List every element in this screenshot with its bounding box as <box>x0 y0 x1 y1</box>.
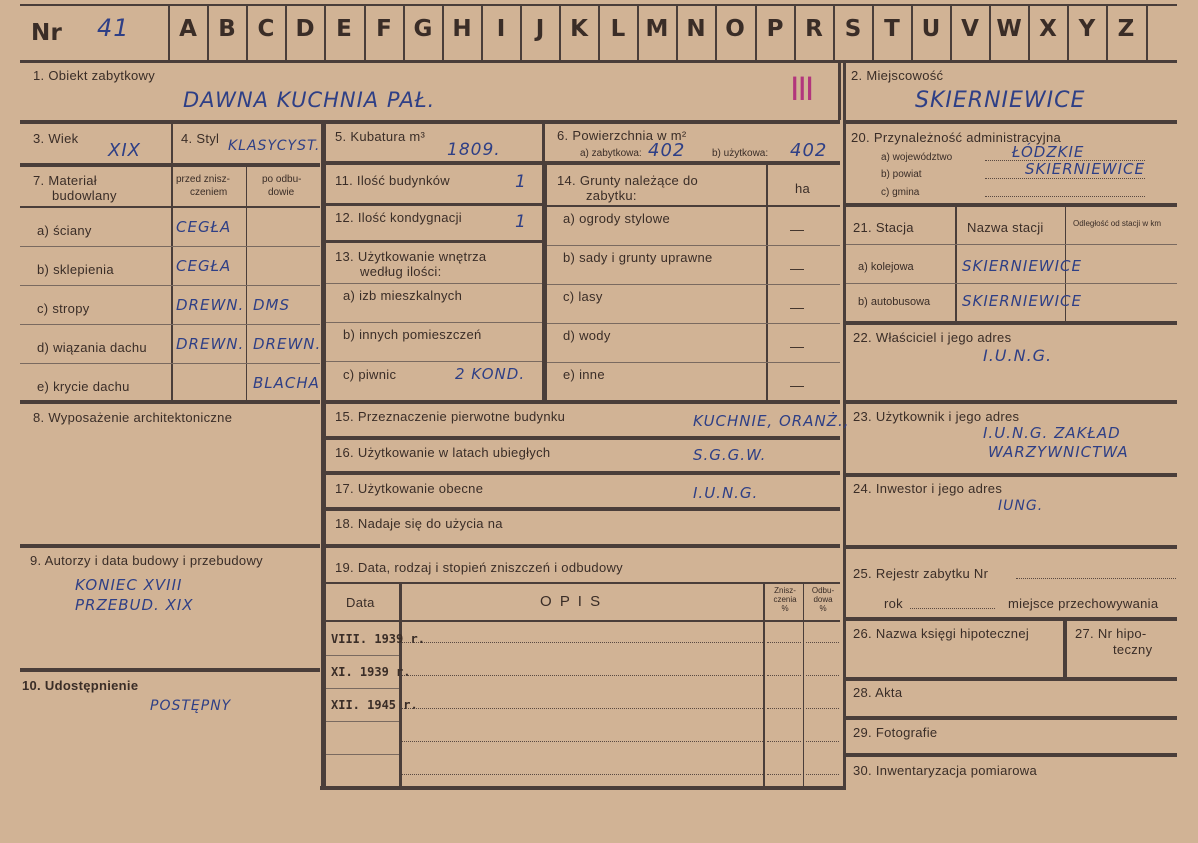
nr-value: 41 <box>97 14 130 42</box>
f5-label: 5. Kubatura m³ <box>335 129 426 144</box>
h-divider <box>20 400 320 404</box>
index-letter: Y <box>1078 16 1096 42</box>
f22-value: I.U.N.G. <box>983 346 1053 365</box>
f7-row-after: BLACHA <box>253 374 320 392</box>
h-divider <box>20 246 320 247</box>
f7-row-after: DMS <box>253 296 291 314</box>
h-divider <box>846 120 1177 124</box>
f19-col-date: Data <box>346 595 375 610</box>
stamp-mark: III <box>790 70 813 108</box>
index-letter: R <box>805 16 823 42</box>
f13-b: b) innych pomieszczeń <box>343 327 482 342</box>
f25-rok: rok <box>884 596 903 611</box>
h-divider <box>326 471 840 475</box>
f11-label: 11. Ilość budynków <box>335 173 450 188</box>
h-divider <box>20 163 320 167</box>
index-letter: P <box>766 16 784 42</box>
f9-value-2: PRZEBUD. XIX <box>75 596 194 614</box>
h-divider <box>326 203 542 206</box>
dotted-line <box>806 675 839 676</box>
f3-label: 3. Wiek <box>33 131 79 146</box>
f20-woj-label: a) województwo <box>881 152 953 163</box>
f7-row-before: CEGŁA <box>176 218 232 236</box>
index-letter: B <box>218 16 236 42</box>
f13-label: 13. Użytkowanie wnętrza <box>335 249 487 264</box>
h-divider <box>846 617 1177 621</box>
h-divider <box>846 545 1177 549</box>
f10-value: POSTĘPNY <box>150 698 232 714</box>
f17-value: I.U.N.G. <box>693 484 759 502</box>
h-divider <box>20 668 320 672</box>
h-divider <box>320 786 844 790</box>
dotted-line <box>402 675 763 676</box>
h-divider <box>326 283 542 284</box>
f6-label: 6. Powierzchnia w m² <box>557 128 687 143</box>
f14-row-label: c) lasy <box>563 289 603 304</box>
header-bottom-line <box>20 60 1177 63</box>
f21-label: 21. Stacja <box>853 220 914 235</box>
f7-col1: przed znisz- <box>176 174 230 185</box>
f25-label: 25. Rejestr zabytku Nr <box>853 566 989 581</box>
f14-row-label: b) sady i grunty uprawne <box>563 250 713 265</box>
f23-value: I.U.N.G. ZAKŁAD <box>983 424 1121 442</box>
f13-a: a) izb mieszkalnych <box>343 288 463 303</box>
f7-row-label: e) krycie dachu <box>37 379 130 394</box>
f14-row-value: — <box>790 221 804 237</box>
f13-c: c) piwnic <box>343 367 397 382</box>
dotted-line <box>767 708 801 709</box>
f19-label: 19. Data, rodzaj i stopień zniszczeń i odbudowy <box>335 560 623 575</box>
f7-col1-2: czeniem <box>190 187 228 198</box>
f10-label: 10. Udostępnienie <box>22 678 139 693</box>
f25-miejsce: miejsce przechowywania <box>1008 596 1159 611</box>
f14-row-label: d) wody <box>563 328 611 343</box>
f14-label: 14. Grunty należące do <box>557 173 699 188</box>
f16-value: S.G.G.W. <box>693 446 767 464</box>
index-letter: D <box>295 16 315 42</box>
index-letter: A <box>179 16 197 42</box>
f7-row-before: DREWN. <box>176 296 245 314</box>
f7-col2-2: dowie <box>268 187 295 198</box>
f6-uz-label: b) użytkowa: <box>712 148 769 159</box>
index-letter: E <box>336 16 352 42</box>
f2-label: 2. Miejscowość <box>851 68 944 83</box>
h-divider <box>547 205 840 207</box>
index-letter: J <box>535 16 545 42</box>
f19-col-zniszczenia: Znisz- czenia % <box>773 586 797 613</box>
f3-value: XIX <box>108 140 141 161</box>
f8-label: 8. Wyposażenie architektoniczne <box>33 410 233 425</box>
v-divider <box>1063 621 1067 678</box>
f1-value: DAWNA KUCHNIA PAŁ. <box>183 88 436 112</box>
dotted-line <box>767 675 801 676</box>
f7-row-before: CEGŁA <box>176 257 232 275</box>
f20-gm-label: c) gmina <box>881 187 920 198</box>
index-letter: X <box>1039 16 1057 42</box>
f16-label: 16. Użytkowanie w latach ubiegłych <box>335 445 551 460</box>
f18-label: 18. Nadaje się do użycia na <box>335 516 503 531</box>
f4-value: KLASYCYST. <box>228 138 321 154</box>
dotted-line <box>806 708 839 709</box>
f13-label-2: według ilości: <box>360 264 442 279</box>
h-divider <box>846 203 1177 207</box>
f7-label-2: budowlany <box>52 188 117 203</box>
f17-label: 17. Użytkowanie obecne <box>335 481 484 496</box>
index-letter: S <box>844 16 862 42</box>
dotted-line <box>806 642 839 643</box>
h-divider <box>326 436 840 440</box>
f19-date: VIII. 1939 r. <box>331 632 425 646</box>
h-divider <box>20 324 320 325</box>
f5-value: 1809. <box>447 140 501 160</box>
index-letter: Z <box>1117 16 1135 42</box>
f14-row-value: — <box>790 260 804 276</box>
h-divider <box>846 400 1177 404</box>
h-divider <box>326 721 399 722</box>
f7-row-label: b) sklepienia <box>37 262 114 277</box>
f15-label: 15. Przeznaczenie pierwotne budynku <box>335 409 566 424</box>
f2-value: SKIERNIEWICE <box>915 88 1086 113</box>
h-divider <box>846 753 1177 757</box>
f4-label: 4. Styl <box>181 131 220 146</box>
h-divider <box>326 754 399 755</box>
index-letter: W <box>996 16 1022 42</box>
f30-label: 30. Inwentaryzacja pomiarowa <box>853 763 1037 778</box>
f21-dist-col: Odległość od stacji w km <box>1073 219 1162 228</box>
h-divider <box>326 400 840 404</box>
f23-value-2: WARZYWNICTWA <box>988 443 1129 461</box>
dotted-line <box>402 708 763 709</box>
index-letter: F <box>376 16 392 42</box>
h-divider <box>20 206 320 208</box>
h-divider <box>846 244 1177 245</box>
f14-row-value: — <box>790 338 804 354</box>
f22-label: 22. Właściciel i jego adres <box>853 330 1012 345</box>
f9-value: KONIEC XVIII <box>75 576 183 594</box>
dotted-line <box>910 608 995 609</box>
f14-row-label: e) inne <box>563 367 605 382</box>
nr-label: Nr <box>31 20 63 46</box>
f7-row-label: d) wiązania dachu <box>37 340 147 355</box>
f29-label: 29. Fotografie <box>853 725 938 740</box>
h-divider <box>547 284 840 285</box>
dotted-line <box>402 774 763 775</box>
f19-date: XII. 1945 r. <box>331 698 418 712</box>
h-divider <box>20 285 320 286</box>
dotted-line <box>402 642 763 643</box>
f20-pow-value: SKIERNIEWICE <box>1025 160 1146 178</box>
h-divider <box>20 363 320 364</box>
h-divider <box>846 677 1177 681</box>
f12-value: 1 <box>515 212 527 232</box>
v-divider <box>171 124 173 164</box>
v-divider <box>321 124 326 790</box>
index-letter: G <box>413 16 433 42</box>
f7-row-after: DREWN. <box>253 335 322 353</box>
dotted-line <box>1016 578 1176 579</box>
f7-row-label: a) ściany <box>37 223 92 238</box>
dotted-line <box>767 774 801 775</box>
f7-col2: po odbu- <box>262 174 302 185</box>
index-letter: N <box>686 16 706 42</box>
f23-label: 23. Użytkownik i jego adres <box>853 409 1020 424</box>
f24-value: IUNG. <box>998 498 1044 514</box>
f19-col-odbudowa: Odbu- dowa % <box>811 586 835 613</box>
v-divider <box>955 207 957 321</box>
f21-name-col: Nazwa stacji <box>967 220 1044 235</box>
f14-unit: ha <box>795 181 811 196</box>
v-divider <box>542 165 547 400</box>
f12-label: 12. Ilość kondygnacji <box>335 210 462 225</box>
f7-label: 7. Materiał <box>33 173 97 188</box>
f21-bus-label: b) autobusowa <box>858 296 931 308</box>
v-divider <box>246 167 247 400</box>
h-divider <box>326 361 542 362</box>
f14-row-value: — <box>790 377 804 393</box>
v-divider <box>838 62 841 120</box>
f21-rail-value: SKIERNIEWICE <box>962 257 1083 275</box>
v-divider <box>542 124 545 164</box>
index-letter: K <box>570 16 588 42</box>
f20-woj-value: ŁÓDZKIE <box>1012 143 1085 161</box>
h-divider <box>326 688 399 689</box>
index-letter: L <box>610 16 626 42</box>
h-divider <box>326 544 840 548</box>
f9-label: 9. Autorzy i data budowy i przebudowy <box>30 553 263 568</box>
index-letter: H <box>452 16 472 42</box>
f19-date: XI. 1939 r. <box>331 665 411 679</box>
f20-pow-label: b) powiat <box>881 169 922 180</box>
f7-row-label: c) stropy <box>37 301 90 316</box>
f11-value: 1 <box>515 172 527 192</box>
f6-uz-value: 402 <box>790 140 828 161</box>
dotted-line <box>985 178 1145 179</box>
f14-row-value: — <box>790 299 804 315</box>
h-divider <box>326 620 840 622</box>
h-divider <box>326 322 542 323</box>
index-letter: C <box>257 16 275 42</box>
v-divider <box>763 584 765 790</box>
f7-row-before: DREWN. <box>176 335 245 353</box>
dotted-line <box>806 741 839 742</box>
f20-label: 20. Przynależność administracyjna <box>851 130 1062 145</box>
v-divider <box>766 165 768 400</box>
f26-label: 26. Nazwa księgi hipotecznej <box>853 626 1030 641</box>
f28-label: 28. Akta <box>853 685 903 700</box>
f13-c-value: 2 KOND. <box>455 365 526 383</box>
dotted-line <box>985 196 1145 197</box>
dotted-line <box>806 774 839 775</box>
f14-row-label: a) ogrody stylowe <box>563 211 670 226</box>
index-letter: T <box>884 16 900 42</box>
index-letter: V <box>961 16 979 42</box>
f21-rail-label: a) kolejowa <box>858 261 914 273</box>
h-divider <box>547 362 840 363</box>
h-divider <box>20 544 320 548</box>
f1-label: 1. Obiekt zabytkowy <box>33 68 156 83</box>
f14-label-2: zabytku: <box>586 188 637 203</box>
f15-value: KUCHNIE, ORANŻ., <box>693 412 850 430</box>
index-letter: I <box>496 16 506 42</box>
h-divider <box>326 161 840 165</box>
h-divider <box>846 716 1177 720</box>
h-divider <box>846 283 1177 284</box>
letter-divider <box>1146 6 1148 60</box>
f6-zab-label: a) zabytkowa: <box>580 148 642 159</box>
index-letter: M <box>645 16 669 42</box>
f27-label-2: teczny <box>1113 642 1153 657</box>
dotted-line <box>767 642 801 643</box>
h-divider <box>547 245 840 246</box>
v-divider <box>171 167 173 400</box>
h-divider <box>326 507 840 511</box>
dotted-line <box>402 741 763 742</box>
index-letter: U <box>921 16 941 42</box>
h-divider <box>846 473 1177 477</box>
f27-label: 27. Nr hipo- <box>1075 626 1147 641</box>
h-divider <box>326 240 542 243</box>
dotted-line <box>767 741 801 742</box>
h-divider <box>20 120 840 124</box>
h-divider <box>846 321 1177 325</box>
f19-col-desc: O P I S <box>540 593 603 610</box>
h-divider <box>326 655 399 656</box>
f6-zab-value: 402 <box>648 140 686 161</box>
v-divider <box>399 584 402 790</box>
f21-bus-value: SKIERNIEWICE <box>962 292 1083 310</box>
v-divider <box>803 584 804 790</box>
f24-label: 24. Inwestor i jego adres <box>853 481 1003 496</box>
h-divider <box>547 323 840 324</box>
index-letter: O <box>725 16 745 42</box>
